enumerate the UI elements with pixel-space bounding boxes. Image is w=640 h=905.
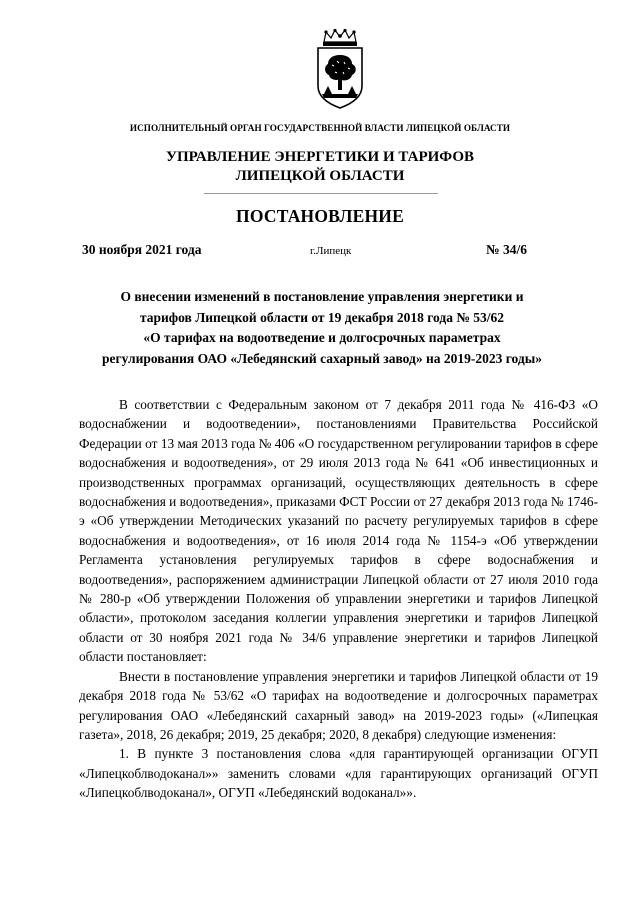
document-body [79, 395, 598, 803]
document-title [70, 287, 574, 369]
header-divider [204, 193, 438, 194]
title-line: тарифов Липецкой области от 19 декабря 2018 года № 53/62 [139, 309, 505, 325]
body-paragraph-item-1: 1. В пункте 3 постановления слова «для гарантирующей организации ОГУП «Липецкоблводоканал»» заменить словами «для гарантирующих организаций ОГУП «Липецкоблводоканал», ОГУП «Лебедянский водоканал»». [79, 746, 598, 801]
title-line: «О тарифах на водоотведение и долгосрочных параметрах [143, 330, 501, 345]
document-type: ПОСТАНОВЛЕНИЕ [236, 206, 404, 226]
authority-name-line1: УПРАВЛЕНИЕ ЭНЕРГЕТИКИ И ТАРИФОВ [165, 149, 475, 165]
document-place: г.Липецк [310, 245, 352, 257]
title-line: регулирования ОАО «Лебедянский сахарный завод» на 2019-2023 годы» [101, 350, 543, 366]
body-paragraph-resolution: Внести в постановление управления энергетики и тарифов Липецкой области от 19 декабря 2018 года № 53/62 «О тарифах на водоотведение и долгосрочных параметрах регулирования ОАО «Лебедянский сахарный завод» на 2019-2023 годы» («Липецкая газета», 2018, 26 декабря; 2019, 25 декабря; 2020, 8 декабря) следующие изменения: [79, 668, 598, 742]
authority-name [0, 148, 640, 186]
coat-of-arms-icon [310, 28, 370, 110]
title-line: О внесении изменений в постановление управления энергетики и [120, 289, 524, 304]
issuing-body-line: ИСПОЛНИТЕЛЬНЫЙ ОРГАН ГОСУДАРСТВЕННОЙ ВЛАСТИ ЛИПЕЦКОЙ ОБЛАСТИ [129, 123, 511, 133]
authority-name-line2: ЛИПЕЦКОЙ ОБЛАСТИ [235, 168, 405, 184]
document-number: № 34/6 [486, 242, 527, 257]
body-paragraph-preamble: В соответствии с Федеральным законом от 7 декабря 2011 года № 416-ФЗ «О водоснабжении и водоотведении», постановлениями Правительства Российской Федерации от 13 мая 2013 года № 406 «О государственном регулировании тарифов в сфере водоснабжения и водоотведения», от 29 июля 2013 года № 641 «Об инвестиционных и производственных программах организаций, осуществляющих деятельность в сфере водоснабжения и водоотведения», приказами ФСТ России от 27 декабря 2013 года № 1746-э «Об утверждении Методических указаний по расчету регулируемых тарифов в сфере водоснабжения и водоотведения», от 16 июля 2014 года № 1154-э «Об утверждении Регламента установления регулируемых тарифов в сфере водоснабжения и водоотведения», распоряжением администрации Липецкой области от 27 июля 2010 года № 280-р «Об утверждении Положения об управлении энергетики и тарифов Липецкой области», протоколом заседания коллегии управления энергетики и тарифов Липецкой области от 30 ноября 2021 года № 34/6 управление энергетики и тарифов Липецкой области постановляет: [79, 397, 598, 665]
document-date: 30 ноября 2021 года [82, 242, 202, 257]
